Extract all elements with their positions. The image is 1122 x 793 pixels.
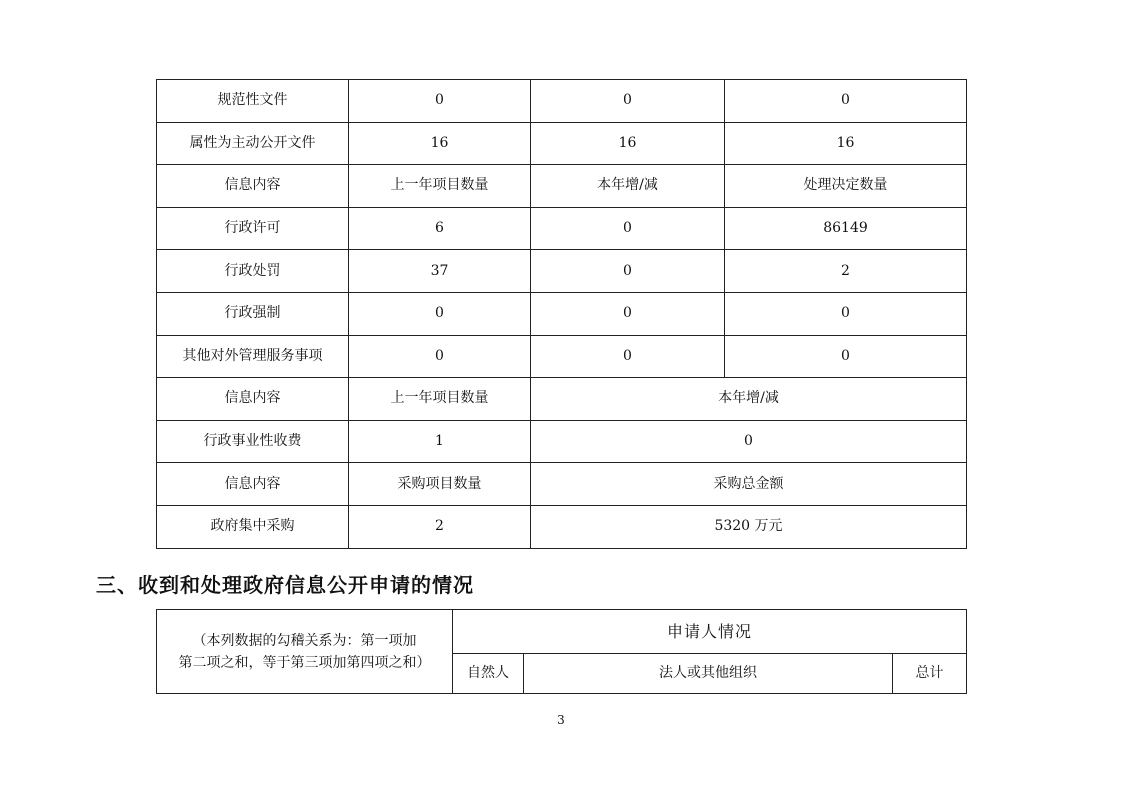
table-cell: 16: [531, 122, 725, 165]
table-row: [157, 420, 967, 463]
application-stats-table: [156, 609, 967, 694]
header-cell: 本年增/减: [531, 165, 725, 208]
header-cell: 上一年项目数量: [349, 165, 531, 208]
relation-note-line: （本列数据的勾稽关系为：第一项加: [192, 632, 417, 649]
table-cell: 0: [531, 207, 725, 250]
section-heading: 三、收到和处理政府信息公开申请的情况: [96, 573, 474, 597]
table-cell: 0: [725, 335, 967, 378]
table-cell: 6: [349, 207, 531, 250]
table-cell: 0: [349, 292, 531, 335]
header-cell: 处理决定数量: [725, 165, 967, 208]
header-cell: 采购总金额: [531, 463, 967, 506]
table-cell: 37: [349, 250, 531, 293]
table-cell: 0: [531, 335, 725, 378]
table-cell: 0: [725, 80, 967, 123]
applicant-header: 申请人情况: [453, 610, 967, 654]
table-cell: 0: [531, 420, 967, 463]
header-cell: 信息内容: [157, 463, 349, 506]
table-cell: 16: [349, 122, 531, 165]
table-cell: 86149: [725, 207, 967, 250]
row-label: 属性为主动公开文件: [157, 122, 349, 165]
table-cell: 0: [349, 335, 531, 378]
table-cell: 2: [725, 250, 967, 293]
header-cell: 采购项目数量: [349, 463, 531, 506]
table-header-row: [157, 165, 967, 208]
table-row: [157, 292, 967, 335]
header-cell: 信息内容: [157, 378, 349, 421]
table-row: [157, 80, 967, 123]
row-label: 行政事业性收费: [157, 420, 349, 463]
table-row: [157, 207, 967, 250]
table-header-row: [157, 463, 967, 506]
table-cell: 0: [725, 292, 967, 335]
header-cell-total: 总计: [893, 654, 967, 694]
relation-note-line: 第二项之和，等于第三项加第四项之和）: [178, 654, 431, 671]
table-cell: 0: [531, 80, 725, 123]
header-cell: 信息内容: [157, 165, 349, 208]
disclosure-stats-table: [156, 79, 967, 549]
table-cell: 5320 万元: [531, 505, 967, 548]
table-header-row: [157, 610, 967, 654]
table-cell: 16: [725, 122, 967, 165]
table-cell: 0: [531, 250, 725, 293]
row-label: 其他对外管理服务事项: [157, 335, 349, 378]
row-label: 行政处罚: [157, 250, 349, 293]
row-label: 规范性文件: [157, 80, 349, 123]
table-row: [157, 335, 967, 378]
page-number: 3: [557, 713, 565, 727]
row-label: 行政强制: [157, 292, 349, 335]
table-cell: 0: [349, 80, 531, 123]
table-cell: 2: [349, 505, 531, 548]
table-row: [157, 505, 967, 548]
header-cell-natural-person: 自然人: [453, 654, 524, 694]
table-row: [157, 250, 967, 293]
table-cell: 1: [349, 420, 531, 463]
header-cell: 本年增/减: [531, 378, 967, 421]
row-label: 行政许可: [157, 207, 349, 250]
table-header-row: [157, 378, 967, 421]
table-cell: 0: [531, 292, 725, 335]
relation-note-cell: [157, 610, 453, 694]
table-row: [157, 122, 967, 165]
header-cell-legal-person: 法人或其他组织: [524, 654, 893, 694]
row-label: 政府集中采购: [157, 505, 349, 548]
header-cell: 上一年项目数量: [349, 378, 531, 421]
